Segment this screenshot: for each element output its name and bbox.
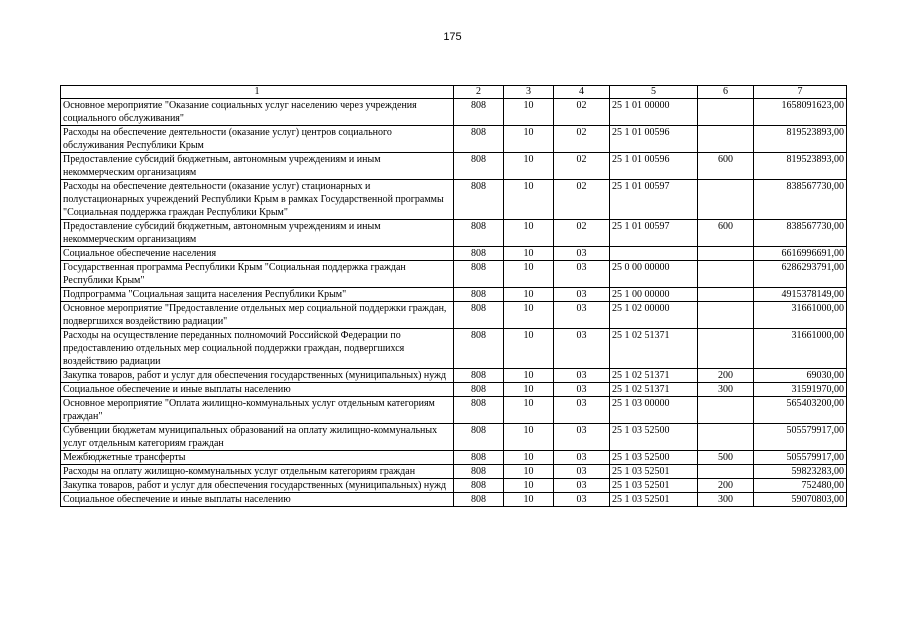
cell-expense-type: 300 — [698, 383, 754, 397]
cell-amount: 4915378149,00 — [754, 288, 847, 302]
table-row — [61, 424, 847, 451]
cell-section: 10 — [504, 493, 554, 507]
cell-subsection: 02 — [554, 99, 610, 126]
cell-amount: 505579917,00 — [754, 424, 847, 451]
cell-name: Социальное обеспечение и иные выплаты населению — [61, 493, 454, 507]
table-row — [61, 302, 847, 329]
cell-target-article: 25 1 02 51371 — [610, 383, 698, 397]
cell-expense-type — [698, 397, 754, 424]
cell-subsection: 02 — [554, 126, 610, 153]
cell-target-article: 25 1 02 51371 — [610, 369, 698, 383]
cell-name: Межбюджетные трансферты — [61, 451, 454, 465]
cell-grbs: 808 — [454, 220, 504, 247]
cell-amount: 59070803,00 — [754, 493, 847, 507]
cell-expense-type — [698, 180, 754, 220]
cell-target-article: 25 1 01 00597 — [610, 180, 698, 220]
cell-grbs: 808 — [454, 493, 504, 507]
cell-section: 10 — [504, 99, 554, 126]
cell-amount: 819523893,00 — [754, 153, 847, 180]
cell-name: Расходы на обеспечение деятельности (оказание услуг) стационарных и полустационарных учреждений Республики Крым в рамках Государственной программы "Социальная поддержка граждан Республики Крым" — [61, 180, 454, 220]
cell-grbs: 808 — [454, 383, 504, 397]
cell-expense-type — [698, 329, 754, 369]
table-row — [61, 153, 847, 180]
cell-section: 10 — [504, 397, 554, 424]
cell-target-article: 25 1 00 00000 — [610, 288, 698, 302]
table-row — [61, 397, 847, 424]
cell-name: Предоставление субсидий бюджетным, автономным учреждениям и иным некоммерческим организациям — [61, 220, 454, 247]
cell-section: 10 — [504, 302, 554, 329]
cell-name: Предоставление субсидий бюджетным, автономным учреждениям и иным некоммерческим организациям — [61, 153, 454, 180]
cell-grbs: 808 — [454, 247, 504, 261]
cell-amount: 6286293791,00 — [754, 261, 847, 288]
page-number: 175 — [443, 31, 462, 43]
cell-subsection: 03 — [554, 465, 610, 479]
cell-target-article — [610, 247, 698, 261]
cell-section: 10 — [504, 451, 554, 465]
cell-section: 10 — [504, 465, 554, 479]
cell-target-article: 25 1 01 00597 — [610, 220, 698, 247]
cell-expense-type: 600 — [698, 220, 754, 247]
cell-section: 10 — [504, 479, 554, 493]
cell-subsection: 03 — [554, 397, 610, 424]
table-row — [61, 288, 847, 302]
cell-amount: 565403200,00 — [754, 397, 847, 424]
cell-subsection: 03 — [554, 302, 610, 329]
table-row — [61, 451, 847, 465]
cell-grbs: 808 — [454, 180, 504, 220]
cell-grbs: 808 — [454, 99, 504, 126]
cell-target-article: 25 1 01 00000 — [610, 99, 698, 126]
table-row — [61, 465, 847, 479]
cell-grbs: 808 — [454, 424, 504, 451]
table-row — [61, 126, 847, 153]
cell-expense-type — [698, 288, 754, 302]
cell-amount: 752480,00 — [754, 479, 847, 493]
cell-name: Основное мероприятие "Оказание социальных услуг населению через учреждения социального обслуживания" — [61, 99, 454, 126]
cell-grbs: 808 — [454, 397, 504, 424]
cell-subsection: 02 — [554, 220, 610, 247]
cell-subsection: 02 — [554, 153, 610, 180]
cell-subsection: 03 — [554, 329, 610, 369]
cell-amount: 6616996691,00 — [754, 247, 847, 261]
cell-amount: 838567730,00 — [754, 220, 847, 247]
cell-target-article: 25 1 03 52500 — [610, 424, 698, 451]
header-col-7: 7 — [754, 86, 847, 99]
cell-grbs: 808 — [454, 126, 504, 153]
cell-section: 10 — [504, 383, 554, 397]
cell-subsection: 03 — [554, 451, 610, 465]
cell-amount: 31661000,00 — [754, 302, 847, 329]
cell-grbs: 808 — [454, 479, 504, 493]
cell-section: 10 — [504, 126, 554, 153]
cell-name: Закупка товаров, работ и услуг для обеспечения государственных (муниципальных) нужд — [61, 479, 454, 493]
cell-name: Социальное обеспечение и иные выплаты населению — [61, 383, 454, 397]
cell-amount: 1658091623,00 — [754, 99, 847, 126]
cell-expense-type — [698, 424, 754, 451]
cell-subsection: 03 — [554, 493, 610, 507]
table-header-row — [61, 86, 847, 99]
table-row — [61, 99, 847, 126]
cell-section: 10 — [504, 220, 554, 247]
cell-expense-type — [698, 126, 754, 153]
cell-expense-type: 300 — [698, 493, 754, 507]
cell-expense-type: 200 — [698, 479, 754, 493]
cell-target-article: 25 1 02 00000 — [610, 302, 698, 329]
cell-target-article: 25 1 01 00596 — [610, 153, 698, 180]
cell-target-article: 25 1 03 52501 — [610, 465, 698, 479]
table-row — [61, 369, 847, 383]
cell-expense-type — [698, 465, 754, 479]
table-row — [61, 493, 847, 507]
cell-expense-type: 600 — [698, 153, 754, 180]
cell-subsection: 03 — [554, 383, 610, 397]
cell-amount: 505579917,00 — [754, 451, 847, 465]
cell-section: 10 — [504, 261, 554, 288]
cell-grbs: 808 — [454, 261, 504, 288]
header-col-5: 5 — [610, 86, 698, 99]
cell-amount: 31661000,00 — [754, 329, 847, 369]
cell-name: Расходы на оплату жилищно-коммунальных услуг отдельным категориям граждан — [61, 465, 454, 479]
cell-grbs: 808 — [454, 465, 504, 479]
table-row — [61, 479, 847, 493]
cell-expense-type — [698, 302, 754, 329]
cell-section: 10 — [504, 180, 554, 220]
table-row — [61, 383, 847, 397]
cell-name: Основное мероприятие "Оплата жилищно-коммунальных услуг отдельным категориям граждан" — [61, 397, 454, 424]
cell-grbs: 808 — [454, 329, 504, 369]
cell-expense-type: 200 — [698, 369, 754, 383]
cell-expense-type — [698, 261, 754, 288]
cell-subsection: 02 — [554, 180, 610, 220]
cell-grbs: 808 — [454, 451, 504, 465]
cell-name: Расходы на обеспечение деятельности (оказание услуг) центров социального обслуживания Республики Крым — [61, 126, 454, 153]
cell-name: Расходы на осуществление переданных полномочий Российской Федерации по предоставлению отдельных мер социальной поддержки граждан, подвергшихся воздействию радиации — [61, 329, 454, 369]
cell-name: Подпрограмма "Социальная защита населения Республики Крым" — [61, 288, 454, 302]
cell-target-article: 25 1 03 52501 — [610, 493, 698, 507]
cell-section: 10 — [504, 329, 554, 369]
cell-amount: 838567730,00 — [754, 180, 847, 220]
budget-table — [60, 85, 847, 507]
cell-expense-type: 500 — [698, 451, 754, 465]
table-row — [61, 247, 847, 261]
cell-subsection: 03 — [554, 369, 610, 383]
cell-grbs: 808 — [454, 302, 504, 329]
cell-grbs: 808 — [454, 369, 504, 383]
table-row — [61, 261, 847, 288]
cell-subsection: 03 — [554, 288, 610, 302]
table-row — [61, 329, 847, 369]
cell-target-article: 25 1 03 00000 — [610, 397, 698, 424]
cell-expense-type — [698, 99, 754, 126]
cell-subsection: 03 — [554, 247, 610, 261]
cell-expense-type — [698, 247, 754, 261]
header-col-3: 3 — [504, 86, 554, 99]
cell-section: 10 — [504, 153, 554, 180]
cell-section: 10 — [504, 247, 554, 261]
cell-target-article: 25 1 02 51371 — [610, 329, 698, 369]
cell-amount: 69030,00 — [754, 369, 847, 383]
cell-grbs: 808 — [454, 288, 504, 302]
cell-name: Государственная программа Республики Крым "Социальная поддержка граждан Республики Крым" — [61, 261, 454, 288]
cell-target-article: 25 1 03 52501 — [610, 479, 698, 493]
cell-amount: 819523893,00 — [754, 126, 847, 153]
header-col-4: 4 — [554, 86, 610, 99]
cell-target-article: 25 1 01 00596 — [610, 126, 698, 153]
cell-name: Субвенции бюджетам муниципальных образований на оплату жилищно-коммунальных услуг отдельным категориям граждан — [61, 424, 454, 451]
cell-section: 10 — [504, 369, 554, 383]
cell-target-article: 25 0 00 00000 — [610, 261, 698, 288]
cell-target-article: 25 1 03 52500 — [610, 451, 698, 465]
cell-section: 10 — [504, 288, 554, 302]
cell-section: 10 — [504, 424, 554, 451]
cell-amount: 59823283,00 — [754, 465, 847, 479]
header-col-1: 1 — [61, 86, 454, 99]
header-col-2: 2 — [454, 86, 504, 99]
cell-name: Закупка товаров, работ и услуг для обеспечения государственных (муниципальных) нужд — [61, 369, 454, 383]
header-col-6: 6 — [698, 86, 754, 99]
table-row — [61, 220, 847, 247]
cell-subsection: 03 — [554, 479, 610, 493]
cell-grbs: 808 — [454, 153, 504, 180]
cell-subsection: 03 — [554, 261, 610, 288]
cell-name: Социальное обеспечение населения — [61, 247, 454, 261]
cell-subsection: 03 — [554, 424, 610, 451]
cell-name: Основное мероприятие "Предоставление отдельных мер социальной поддержки граждан, подвергшихся воздействию радиации" — [61, 302, 454, 329]
cell-amount: 31591970,00 — [754, 383, 847, 397]
table-row — [61, 180, 847, 220]
